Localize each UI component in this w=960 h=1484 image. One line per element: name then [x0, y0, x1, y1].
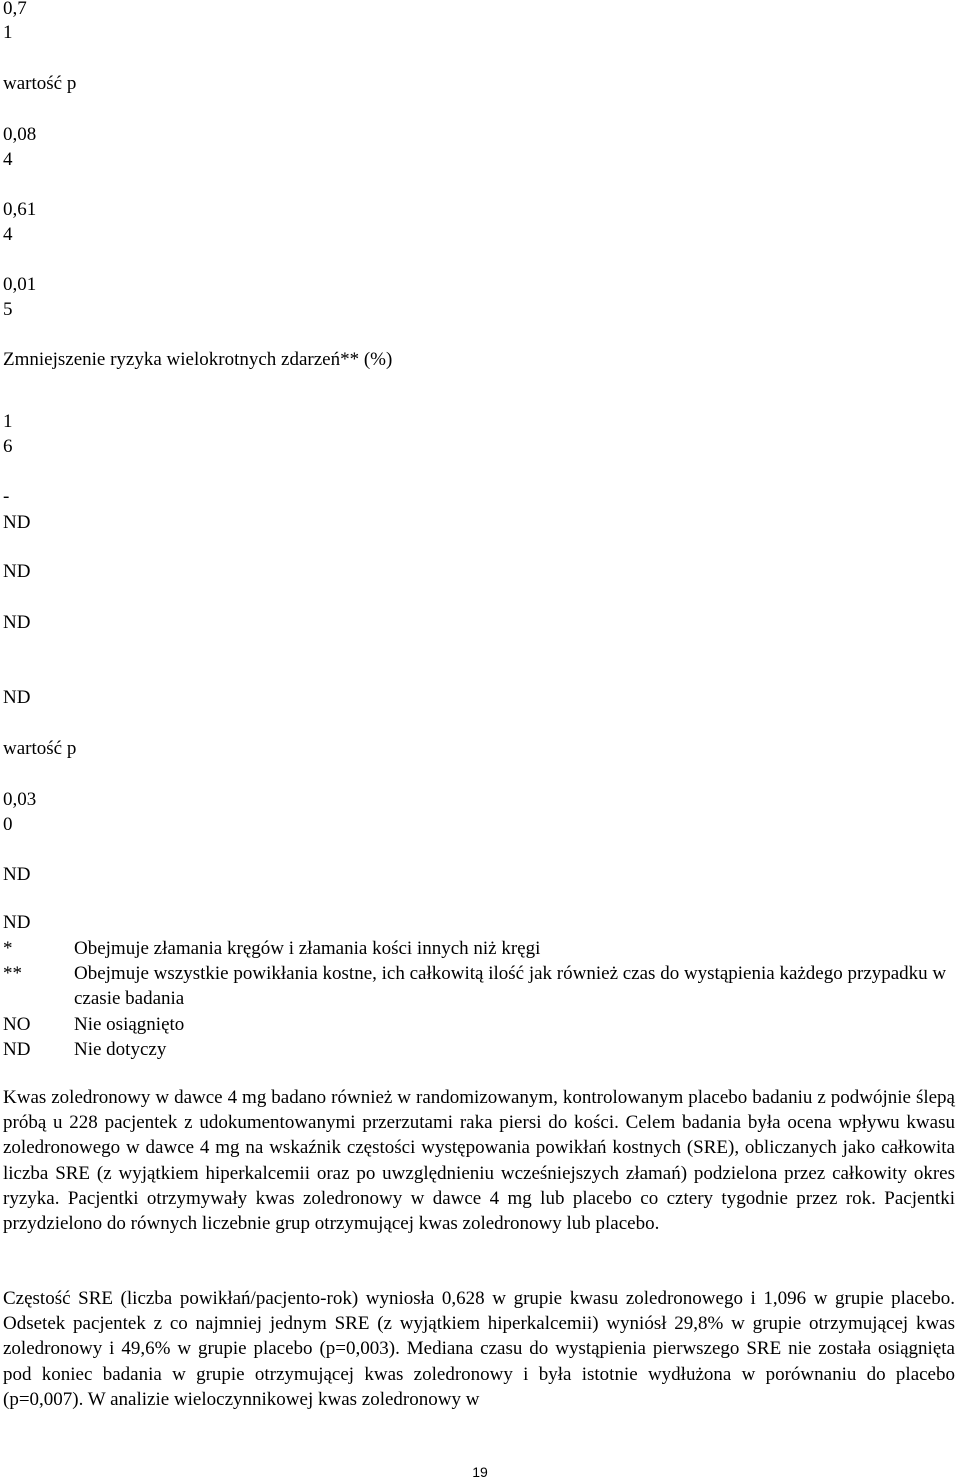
- table-cell: wartość p: [3, 738, 77, 759]
- table-cell: 1: [3, 411, 13, 432]
- table-cell: 0,01: [3, 274, 37, 295]
- table-cell: 5: [3, 299, 13, 320]
- table-cell: 1: [3, 22, 13, 43]
- page-number: 19: [472, 1464, 488, 1480]
- table-cell: ND: [3, 912, 31, 933]
- table-cell: -: [3, 486, 10, 507]
- footnote-text: Nie dotyczy: [74, 1039, 167, 1060]
- table-cell: 4: [3, 224, 13, 245]
- table-cell: 0: [3, 814, 13, 835]
- footnote-text: Obejmuje wszystkie powikłania kostne, ich całkowitą ilość jak również czas do wystąpienia każdego przypadku w czasie badania: [74, 963, 947, 1009]
- table-cell: ND: [3, 864, 31, 885]
- footnote-mark: *: [3, 938, 13, 959]
- table-cell: ND: [3, 612, 31, 633]
- footnote-text: Nie osiągnięto: [74, 1014, 185, 1035]
- footnote-mark: NO: [3, 1014, 31, 1035]
- body-paragraph: Częstość SRE (liczba powikłań/pacjento-rok) wyniosła 0,628 w grupie kwasu zoledronowego i 1,096 w grupie placebo. Odsetek pacjentek z co najmniej jednym SRE (z wyjątkiem hiperkalcemii) wyniósł 29,8% w grupie otrzymującej kwas zoledronowy i 49,6% w grupie placebo (p=0,003). Mediana czasu do wystąpienia pierwszego SRE nie została osiągnięta pod koniec badania w grupie otrzymującej kwas zoledronowy i była istotnie wydłużona w porównaniu do placebo (p=0,007). W analizie wieloczynnikowej kwas zoledronowy w: [3, 1288, 955, 1410]
- footnote-mark: **: [3, 963, 22, 984]
- table-cell: 0,61: [3, 199, 37, 220]
- footnote-mark: ND: [3, 1039, 31, 1060]
- table-row-header: Zmniejszenie ryzyka wielokrotnych zdarzeń** (%): [3, 349, 393, 370]
- body-paragraph: Kwas zoledronowy w dawce 4 mg badano również w randomizowanym, kontrolowanym placebo badaniu z podwójnie ślepą próbą u 228 pacjentek z udokumentowanymi przerzutami raka piersi do kości. Celem badania była ocena wpływu kwasu zoledronowego w dawce 4 mg na wskaźnik częstości występowania powikłań kostnych (SRE), obliczanych jako całkowita liczba SRE (z wyjątkiem hiperkalcemii oraz po uwzględnieniu wcześniejszych złamań) podzielona przez całkowity okres ryzyka. Pacjentki otrzymywały kwas zoledronowy w dawce 4 mg lub placebo co cztery tygodnie przez rok. Pacjentki przydzielono do równych liczebnie grup otrzymującej kwas zoledronowy lub placebo.: [3, 1087, 955, 1235]
- table-cell: wartość p: [3, 73, 77, 94]
- table-cell: 6: [3, 436, 13, 457]
- table-cell: ND: [3, 687, 31, 708]
- table-cell: ND: [3, 561, 31, 582]
- table-cell: 0,08: [3, 124, 37, 145]
- footnote-text: Obejmuje złamania kręgów i złamania kości innych niż kręgi: [74, 938, 541, 959]
- table-cell: 4: [3, 149, 13, 170]
- table-cell: ND: [3, 512, 31, 533]
- table-cell: 0,7: [3, 0, 27, 19]
- table-cell: 0,03: [3, 789, 37, 810]
